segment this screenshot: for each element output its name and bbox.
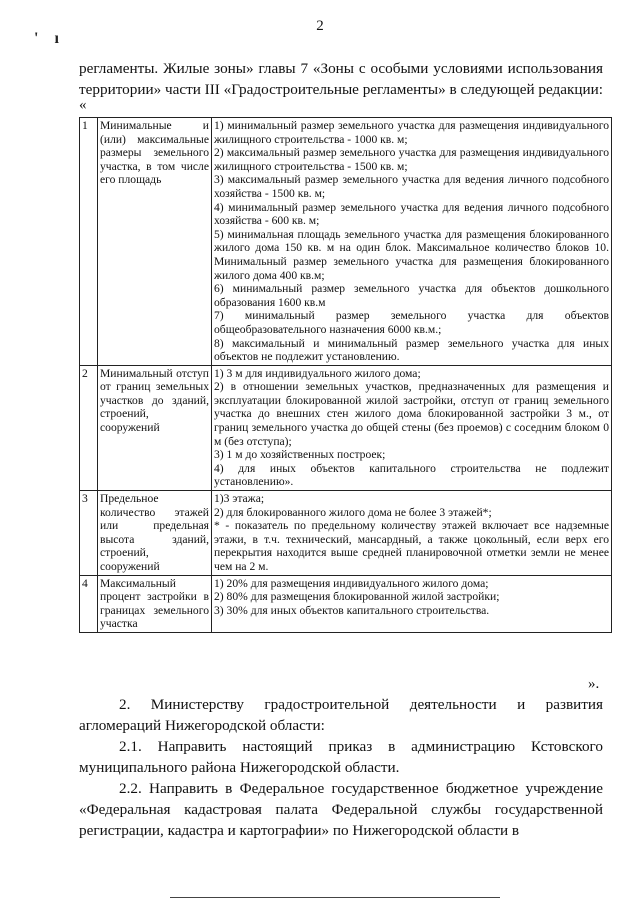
value-item: 1)3 этажа; <box>214 492 265 506</box>
value-item: 3) 1 м до хозяйственных построек; <box>214 448 386 462</box>
parameter-values <box>212 118 612 366</box>
quote-open: « <box>79 97 87 113</box>
paragraph-2-2: 2.2. Направить в Федеральное государственное бюджетное учреждение «Федеральная кадастровая палата Федеральной службы государственной регистрации, кадастра и картографии» по Нижегородской области в <box>79 780 603 839</box>
table-row <box>80 491 612 576</box>
paragraph-2-1: 2.1. Направить настоящий приказ в администрацию Кстовского муниципального района Нижегородской области. <box>79 738 603 776</box>
parameter-values <box>212 575 612 632</box>
parameter-values <box>212 365 612 490</box>
value-item: 4) для иных объектов капитального строительства не подлежит установлению». <box>214 461 609 489</box>
value-item: 1) 3 м для индивидуального жилого дома; <box>214 366 421 380</box>
parameter-values <box>212 491 612 576</box>
row-number: 3 <box>80 491 98 576</box>
parameter-name: Минимальные и (или) максимальные размеры земельного участка, в том числе его площадь <box>98 118 212 366</box>
value-item: 3) максимальный размер земельного участка для ведения личного подсобного хозяйства - 1500 кв. м; <box>214 173 609 200</box>
parameter-name: Предельное количество этажей или предельная высота зданий, строений, сооружений <box>98 491 212 576</box>
page-number: 2 <box>316 18 324 34</box>
value-item: 2) для блокированного жилого дома не более 3 этажей*; <box>214 505 492 519</box>
value-item: 5) минимальная площадь земельного участка для размещения блокированного жилого дома 150 кв. м на один блок. Максимальное количество блоков 10. Минимальный размер земельного участка для размещения блокированного жилого дома 400 кв.м; <box>214 227 609 282</box>
regulations-table <box>79 117 612 633</box>
table-row <box>80 575 612 632</box>
value-item: 7) минимальный размер земельного участка для объектов общеобразовательного назначения 6000 кв.м.; <box>214 309 609 336</box>
corner-mark: ' ı <box>34 30 65 47</box>
bottom-scan-line <box>170 897 500 898</box>
intro-paragraph: регламенты. Жилые зоны» главы 7 «Зоны с особыми условиями использования территории» части III «Градостроительные регламенты» в следующей редакции: <box>79 60 603 98</box>
value-item: * - показатель по предельному количеству этажей включает все надземные этажи, в т.ч. технический, мансардный, а также цокольный, если верх его перекрытия находится выше средней планировочной отметки земли не менее чем на 2 м. <box>214 519 609 573</box>
value-item: 6) минимальный размер земельного участка для объектов дошкольного образования 1600 кв.м <box>214 282 609 309</box>
row-number: 1 <box>80 118 98 366</box>
value-item: 2) максимальный размер земельного участка для размещения индивидуального жилищного строительства - 1500 кв. м; <box>214 146 609 173</box>
paragraph-2: 2. Министерству градостроительной деятельности и развития агломераций Нижегородской области: <box>79 696 603 734</box>
parameter-name: Минимальный отступ от границ земельных участков до зданий, строений, сооружений <box>98 365 212 490</box>
value-item: 4) минимальный размер земельного участка для ведения личного подсобного хозяйства - 600 кв. м; <box>214 200 609 228</box>
value-item: 1) 20% для размещения индивидуального жилого дома; <box>214 576 489 590</box>
row-number: 4 <box>80 575 98 632</box>
table-row <box>80 118 612 366</box>
value-item: 1) минимальный размер земельного участка для размещения индивидуального жилищного строительства - 1000 кв. м; <box>214 119 609 146</box>
row-number: 2 <box>80 365 98 490</box>
value-item: 8) максимальный и минимальный размер земельного участка для иных объектов не подлежит установлению. <box>214 336 609 364</box>
value-item: 2) 80% для размещения блокированной жилой застройки; <box>214 590 500 604</box>
parameter-name: Максимальный процент застройки в границах земельного участка <box>98 575 212 632</box>
value-item: 2) в отношении земельных участков, предназначенных для размещения и эксплуатации блокированной жилой застройки, отступ от границ земельного участка до внешних стен жилого дома блокированной застройки 3 м., от границ земельного участка до общей стены (без проемов) с соседним блоком 0 м (без отступа); <box>214 380 609 448</box>
value-item: 3) 30% для иных объектов капитального строительства. <box>214 603 490 617</box>
quote-close: ». <box>588 676 600 692</box>
table-row <box>80 365 612 490</box>
